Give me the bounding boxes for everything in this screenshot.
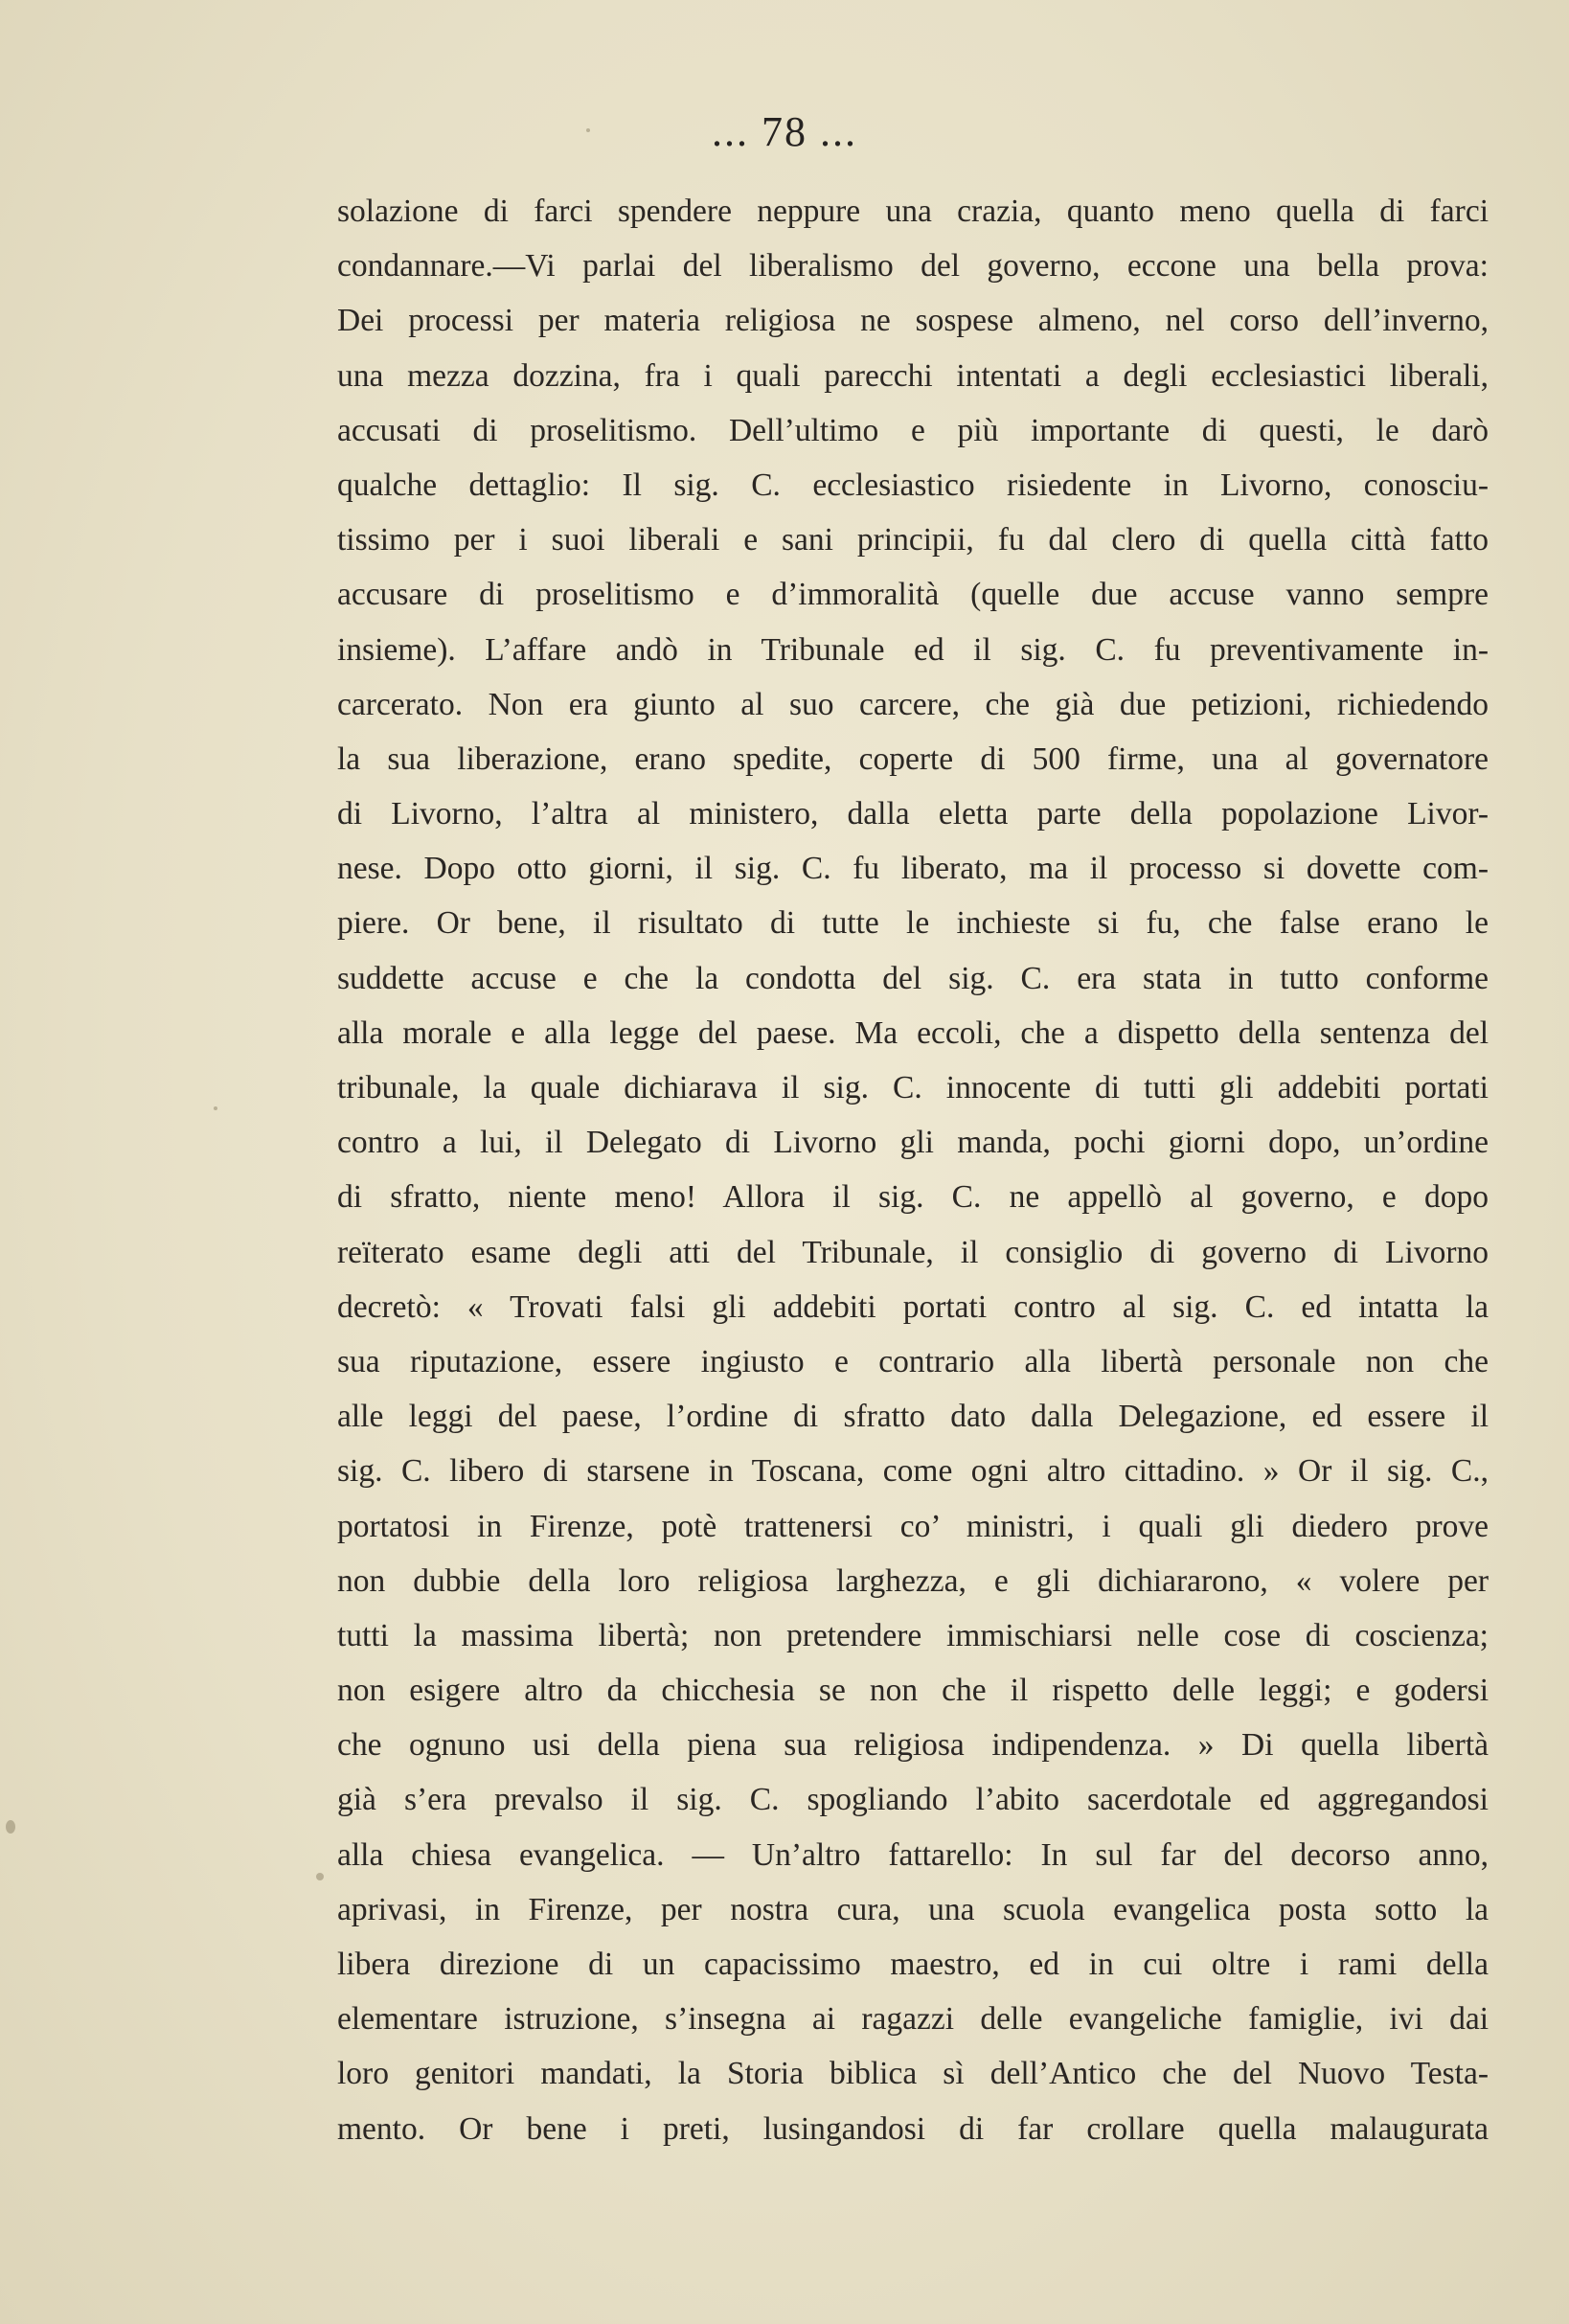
text-line: tutti la massima libertà; non pretendere immischiarsi nelle cose di coscienza; bbox=[337, 1617, 1489, 1653]
text-line: decretò: « Trovati falsi gli addebiti portati contro al sig. C. ed intatta la bbox=[337, 1288, 1489, 1325]
text-line: nese. Dopo otto giorni, il sig. C. fu liberato, ma il processo si dovette com- bbox=[337, 851, 1489, 887]
text-line: solazione di farci spendere neppure una crazia, quanto meno quella di farci bbox=[337, 194, 1489, 229]
text-line: tribunale, la quale dichiarava il sig. C. innocente di tutti gli addebiti portati bbox=[337, 1070, 1489, 1105]
paper-speck bbox=[214, 1106, 217, 1110]
paper-speck bbox=[6, 1820, 15, 1834]
page-number-header: ... 78 ... bbox=[712, 108, 857, 155]
text-line: loro genitori mandati, la Storia biblica sì dell’Antico che del Nuovo Testa- bbox=[337, 2056, 1489, 2092]
text-line: non esigere altro da chicchesia se non che il rispetto delle leggi; e godersi bbox=[337, 1673, 1489, 1709]
text-line: sua riputazione, essere ingiusto e contrario alla libertà personale non che bbox=[337, 1343, 1489, 1379]
text-line: mento. Or bene i preti, lusingandosi di far crollare quella malaugurata bbox=[337, 2110, 1489, 2147]
text-line: carcerato. Non era giunto al suo carcere, che già due petizioni, richiedendo bbox=[337, 686, 1489, 722]
text-line: contro a lui, il Delegato di Livorno gli manda, pochi giorni dopo, un’ordine bbox=[337, 1125, 1489, 1161]
text-line: reïterato esame degli atti del Tribunale, il consiglio di governo di Livorno bbox=[337, 1234, 1489, 1270]
text-line: la sua liberazione, erano spedite, coperte di 500 firme, una al governatore bbox=[337, 740, 1489, 777]
text-line: insieme). L’affare andò in Tribunale ed il sig. C. fu preventivamente in- bbox=[337, 631, 1489, 668]
text-line: alle leggi del paese, l’ordine di sfratto dato dalla Delegazione, ed essere il bbox=[337, 1399, 1489, 1435]
text-line: suddette accuse e che la condotta del sig. C. era stata in tutto conforme bbox=[337, 960, 1489, 996]
text-line: portatosi in Firenze, potè trattenersi co’ ministri, i quali gli diedero prove bbox=[337, 1508, 1489, 1544]
text-line: tissimo per i suoi liberali e sani principii, fu dal clero di quella città fatto bbox=[337, 522, 1489, 558]
text-line: accusare di proselitismo e d’immoralità (quelle due accuse vanno sempre bbox=[337, 577, 1489, 613]
text-line: condannare.—Vi parlai del liberalismo del governo, eccone una bella prova: bbox=[337, 248, 1489, 285]
text-line: alla morale e alla legge del paese. Ma eccoli, che a dispetto della sentenza del bbox=[337, 1014, 1489, 1051]
text-line: già s’era prevalso il sig. C. spogliando l’abito sacerdotale ed aggregandosi bbox=[337, 1782, 1489, 1818]
text-line: una mezza dozzina, fra i quali parecchi intentati a degli ecclesiastici liberali, bbox=[337, 357, 1489, 394]
body-text bbox=[337, 184, 1489, 2156]
text-line: piere. Or bene, il risultato di tutte le inchieste si fu, che false erano le bbox=[337, 905, 1489, 942]
text-line: sig. C. libero di starsene in Toscana, come ogni altro cittadino. » Or il sig. C., bbox=[337, 1453, 1489, 1490]
text-line: che ognuno usi della piena sua religiosa indipendenza. » Di quella libertà bbox=[337, 1727, 1489, 1764]
text-line: libera direzione di un capacissimo maestro, ed in cui oltre i rami della bbox=[337, 1947, 1489, 1982]
text-line: elementare istruzione, s’insegna ai ragazzi delle evangeliche famiglie, ivi dai bbox=[337, 2001, 1489, 2038]
paper-speck bbox=[586, 128, 590, 132]
text-line: di sfratto, niente meno! Allora il sig. C. ne appellò al governo, e dopo bbox=[337, 1179, 1489, 1216]
text-line: alla chiesa evangelica. — Un’altro fattarello: In sul far del decorso anno, bbox=[337, 1836, 1489, 1873]
text-line: qualche dettaglio: Il sig. C. ecclesiastico risiedente in Livorno, conosciu- bbox=[337, 467, 1489, 503]
text-line: di Livorno, l’altra al ministero, dalla eletta parte della popolazione Livor- bbox=[337, 796, 1489, 832]
text-line: Dei processi per materia religiosa ne sospese almeno, nel corso dell’inverno, bbox=[337, 303, 1489, 339]
text-line: accusati di proselitismo. Dell’ultimo e più importante di questi, le darò bbox=[337, 412, 1489, 448]
text-line: non dubbie della loro religiosa larghezza, e gli dichiararono, « volere per bbox=[337, 1562, 1489, 1599]
text-line: aprivasi, in Firenze, per nostra cura, una scuola evangelica posta sotto la bbox=[337, 1891, 1489, 1927]
paper-speck bbox=[316, 1873, 324, 1880]
